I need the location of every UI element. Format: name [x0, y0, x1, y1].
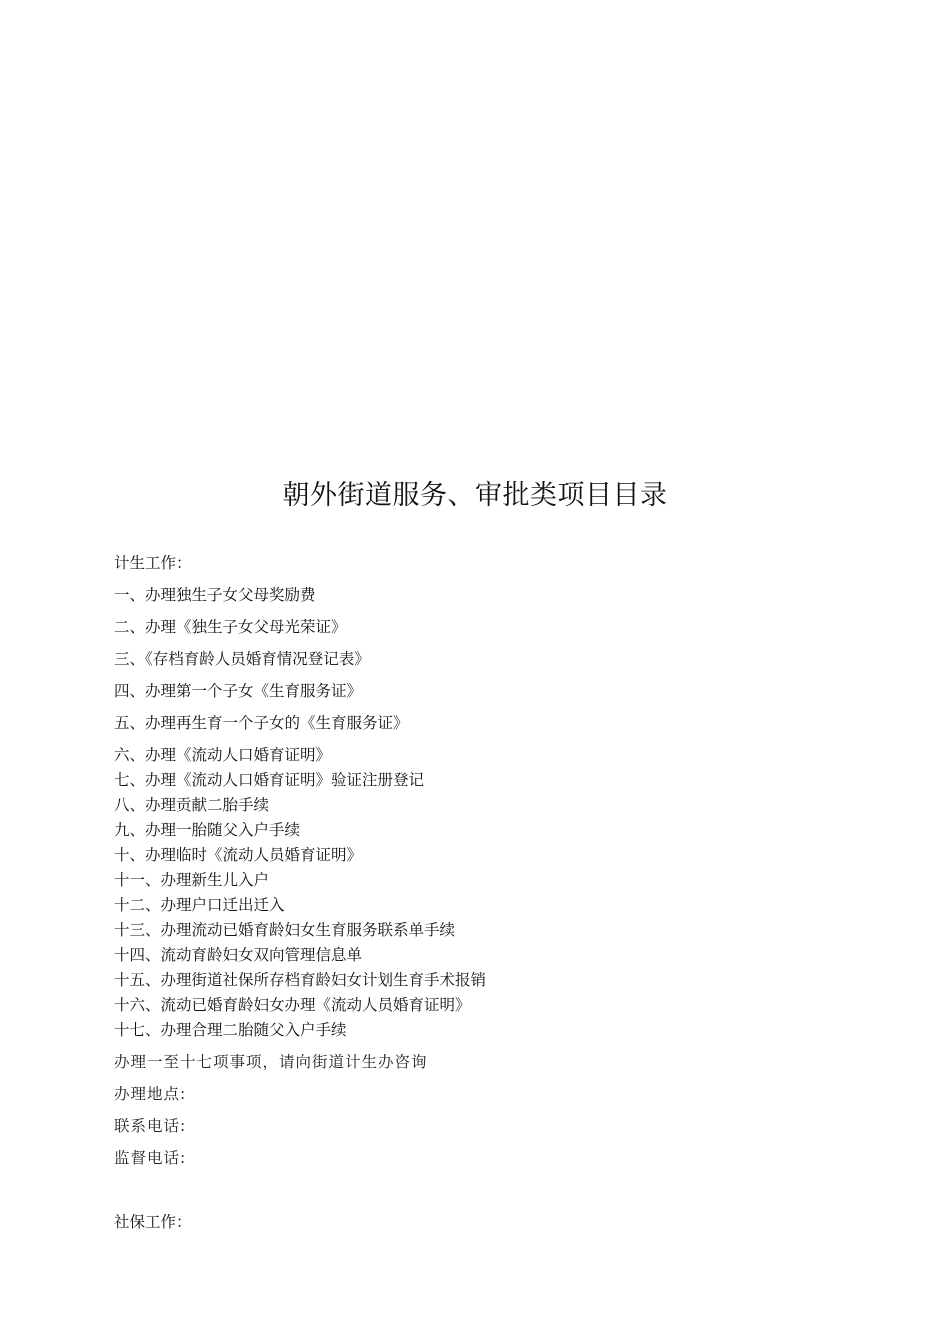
- list-item: 十五、办理街道社保所存档育龄妇女计划生育手术报销: [114, 971, 487, 989]
- list-item: 二、办理《独生子女父母光荣证》: [114, 618, 347, 636]
- address-label: 办理地点:: [114, 1085, 187, 1103]
- list-item: 五、办理再生育一个子女的《生育服务证》: [114, 714, 409, 732]
- list-item: 一、办理独生子女父母奖励费: [114, 586, 316, 604]
- list-item: 八、办理贡献二胎手续: [114, 796, 270, 814]
- list-item: 四、办理第一个子女《生育服务证》: [114, 682, 363, 700]
- list-item: 十一、办理新生儿入户: [114, 871, 270, 889]
- list-item: 六、办理《流动人口婚育证明》: [114, 746, 332, 764]
- list-item: 十四、流动育龄妇女双向管理信息单: [114, 946, 363, 964]
- section-heading-family-planning: 计生工作：: [114, 554, 192, 572]
- document-body: [114, 552, 874, 1243]
- list-item: 十六、流动已婚育龄妇女办理《流动人员婚育证明》: [114, 996, 471, 1014]
- list-item: 十二、办理户口迁出迁入: [114, 896, 285, 914]
- list-item: 十、办理临时《流动人员婚育证明》: [114, 846, 363, 864]
- list-item: 九、办理一胎随父入户手续: [114, 821, 301, 839]
- section-heading-social-security: 社保工作：: [114, 1213, 192, 1231]
- list-item: 十七、办理合理二胎随父入户手续: [114, 1021, 347, 1039]
- phone-label: 联系电话:: [114, 1117, 187, 1135]
- consult-note: 办理一至十七项事项，请向街道计生办咨询: [114, 1053, 428, 1071]
- list-item: 七、办理《流动人口婚育证明》验证注册登记: [114, 771, 425, 789]
- document-title: 朝外街道服务、审批类项目目录: [282, 480, 668, 511]
- supervision-phone-label: 监督电话:: [114, 1149, 187, 1167]
- list-item: 十三、办理流动已婚育龄妇女生育服务联系单手续: [114, 921, 456, 939]
- section-spacer: [114, 1179, 874, 1211]
- list-item: 三、《存档育龄人员婚育情况登记表》: [114, 650, 370, 668]
